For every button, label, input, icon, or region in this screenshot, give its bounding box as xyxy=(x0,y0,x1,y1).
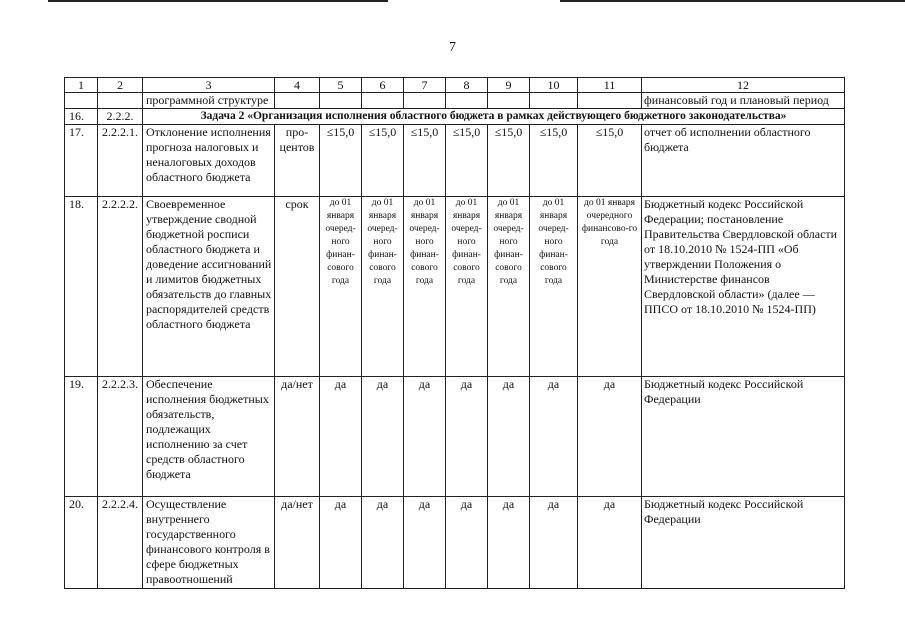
column-number: 3 xyxy=(143,78,275,93)
indicator-name: Осуществление внутреннего государственного финансового контроля в сфере бюджетных правоотношений xyxy=(143,497,275,589)
row-code: 2.2.2.1. xyxy=(98,125,143,197)
continuation-name: программной структуре xyxy=(143,93,275,109)
value-cell: ≤15,0 xyxy=(362,125,404,197)
value-cell: да xyxy=(404,497,446,589)
indicator-name: Отклонение исполнения прогноза налоговых и неналоговых доходов областного бюджета xyxy=(143,125,275,197)
column-number: 10 xyxy=(530,78,578,93)
table-row xyxy=(65,377,845,497)
value-cell: до 01 января очередного финансово-го года xyxy=(578,197,642,377)
row-code: 2.2.2.3. xyxy=(98,377,143,497)
column-number: 5 xyxy=(320,78,362,93)
table-row xyxy=(65,125,845,197)
column-number: 8 xyxy=(446,78,488,93)
value-cell: да xyxy=(320,497,362,589)
row-number: 17. xyxy=(65,125,98,197)
row-number: 20. xyxy=(65,497,98,589)
indicator-name: Обеспечение исполнения бюджетных обязательств, подлежащих исполнению за счет средств областного бюджета xyxy=(143,377,275,497)
unit-cell: да/нет xyxy=(275,377,320,497)
value-cell: да xyxy=(362,377,404,497)
column-number: 1 xyxy=(65,78,98,93)
column-number: 2 xyxy=(98,78,143,93)
value-cell: да xyxy=(530,377,578,497)
value-cell: ≤15,0 xyxy=(530,125,578,197)
column-number: 6 xyxy=(362,78,404,93)
row-number: 19. xyxy=(65,377,98,497)
continuation-source: финансовый год и плановый период xyxy=(642,93,845,109)
value-cell: да xyxy=(446,377,488,497)
value-cell: до 01 января очеред-ного финан-сового года xyxy=(488,197,530,377)
value-cell: до 01 января очеред-ного финан-сового года xyxy=(362,197,404,377)
task-row xyxy=(65,109,845,125)
value-cell: ≤15,0 xyxy=(488,125,530,197)
value-cell: ≤15,0 xyxy=(446,125,488,197)
top-rule-left xyxy=(48,0,388,2)
value-cell: да xyxy=(488,497,530,589)
value-cell: да xyxy=(404,377,446,497)
indicators-table xyxy=(64,77,845,589)
task-title: Задача 2 «Организация исполнения областного бюджета в рамках действующего бюджетного законодательства» xyxy=(143,109,845,125)
value-cell: до 01 января очеред-ного финан-сового года xyxy=(446,197,488,377)
value-cell: до 01 января очеред-ного финан-сового года xyxy=(320,197,362,377)
source-cell: Бюджетный кодекс Российской Федерации; постановление Правительства Свердловской области от 18.10.2010 № 1524-ПП «Об утверждении Положения о Министерстве финансов Свердловской области» (далее — ППСО от 18.10.2010 № 1524-ПП) xyxy=(642,197,845,377)
unit-cell: срок xyxy=(275,197,320,377)
value-cell: ≤15,0 xyxy=(320,125,362,197)
unit-cell: про-центов xyxy=(275,125,320,197)
value-cell: да xyxy=(488,377,530,497)
source-cell: Бюджетный кодекс Российской Федерации xyxy=(642,377,845,497)
table-row xyxy=(65,197,845,377)
value-cell: ≤15,0 xyxy=(578,125,642,197)
column-number: 12 xyxy=(642,78,845,93)
column-number: 4 xyxy=(275,78,320,93)
indicator-name: Своевременное утверждение сводной бюджетной росписи областного бюджета и доведение ассигнований и лимитов бюджетных обязательств до главных распорядителей средств областного бюджета xyxy=(143,197,275,377)
value-cell: до 01 января очеред-ного финан-сового года xyxy=(404,197,446,377)
row-number: 16. xyxy=(65,109,98,125)
page-number: 7 xyxy=(449,40,456,55)
source-cell: Бюджетный кодекс Российской Федерации xyxy=(642,497,845,589)
row-code: 2.2.2.2. xyxy=(98,197,143,377)
value-cell: да xyxy=(446,497,488,589)
table-row xyxy=(65,497,845,589)
value-cell: да xyxy=(530,497,578,589)
unit-cell: да/нет xyxy=(275,497,320,589)
value-cell: да xyxy=(362,497,404,589)
row-code: 2.2.2. xyxy=(98,109,143,125)
value-cell: да xyxy=(320,377,362,497)
row-code: 2.2.2.4. xyxy=(98,497,143,589)
top-rule-right xyxy=(560,0,905,2)
source-cell: отчет об исполнении областного бюджета xyxy=(642,125,845,197)
value-cell: ≤15,0 xyxy=(404,125,446,197)
value-cell: да xyxy=(578,377,642,497)
column-number: 11 xyxy=(578,78,642,93)
column-number: 7 xyxy=(404,78,446,93)
column-number: 9 xyxy=(488,78,530,93)
column-numbers-row xyxy=(65,78,845,93)
row-number: 18. xyxy=(65,197,98,377)
continuation-row xyxy=(65,93,845,109)
value-cell: до 01 января очеред-ного финан-сового года xyxy=(530,197,578,377)
value-cell: да xyxy=(578,497,642,589)
